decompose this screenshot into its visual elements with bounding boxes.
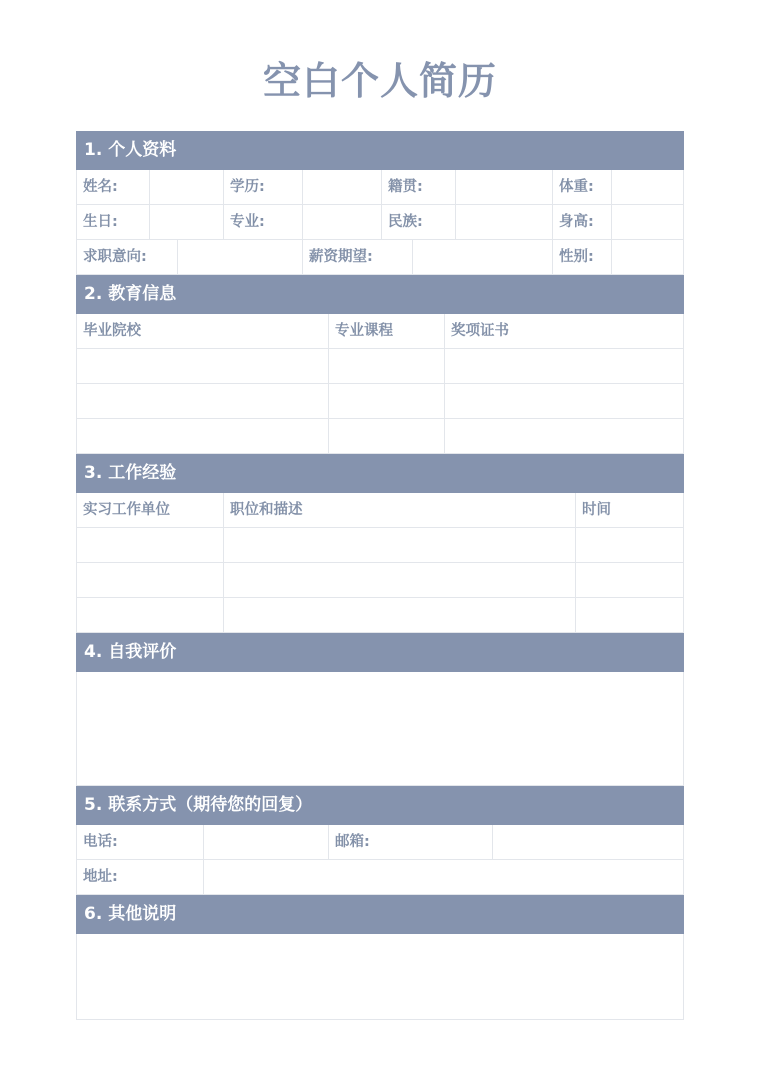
field-ethnicity[interactable] xyxy=(456,205,552,239)
divider xyxy=(444,384,445,418)
divider xyxy=(328,384,329,418)
personal-row-3 xyxy=(76,240,684,275)
label-birthday: 生日: xyxy=(83,214,118,230)
work-row[interactable] xyxy=(76,528,684,563)
section-header-contact: 5. 联系方式（期待您的回复） xyxy=(76,786,684,825)
column-courses: 专业课程 xyxy=(335,323,393,339)
label-address: 地址: xyxy=(83,869,118,885)
divider xyxy=(444,349,445,383)
work-header-row xyxy=(76,493,684,528)
personal-row-1 xyxy=(76,170,684,205)
field-height[interactable] xyxy=(612,205,684,239)
field-hometown[interactable] xyxy=(456,170,552,204)
field-salary[interactable] xyxy=(413,240,553,274)
label-height: 身高: xyxy=(559,214,594,230)
column-employer: 实习工作单位 xyxy=(83,502,170,518)
field-address[interactable] xyxy=(204,860,684,894)
label-ethnicity: 民族: xyxy=(388,214,423,230)
field-phone[interactable] xyxy=(204,825,328,859)
label-email: 邮箱: xyxy=(335,834,370,850)
field-weight[interactable] xyxy=(612,170,684,204)
divider xyxy=(444,419,445,453)
label-education: 学历: xyxy=(230,179,265,195)
divider xyxy=(223,528,224,562)
field-major[interactable] xyxy=(303,205,381,239)
divider xyxy=(223,598,224,632)
column-time: 时间 xyxy=(582,502,611,518)
field-email[interactable] xyxy=(493,825,684,859)
divider xyxy=(328,419,329,453)
education-row[interactable] xyxy=(76,419,684,454)
field-job-intention[interactable] xyxy=(178,240,302,274)
label-major: 专业: xyxy=(230,214,265,230)
page-title: 空白个人简历 xyxy=(262,59,497,103)
resume-form xyxy=(76,131,684,1020)
work-row[interactable] xyxy=(76,563,684,598)
other-notes-area[interactable] xyxy=(76,934,684,1020)
divider xyxy=(223,563,224,597)
label-hometown: 籍贯: xyxy=(388,179,423,195)
divider xyxy=(575,563,576,597)
contact-row-1 xyxy=(76,825,684,860)
column-position: 职位和描述 xyxy=(230,502,303,518)
divider xyxy=(575,598,576,632)
contact-row-2 xyxy=(76,860,684,895)
column-school: 毕业院校 xyxy=(83,323,141,339)
field-birthday[interactable] xyxy=(150,205,223,239)
education-header-row xyxy=(76,314,684,349)
column-awards: 奖项证书 xyxy=(451,323,509,339)
divider xyxy=(575,528,576,562)
section-header-self-evaluation: 4. 自我评价 xyxy=(76,633,684,672)
section-header-work: 3. 工作经验 xyxy=(76,454,684,493)
field-education[interactable] xyxy=(303,170,381,204)
label-job-intention: 求职意向: xyxy=(83,249,147,265)
divider xyxy=(328,349,329,383)
label-weight: 体重: xyxy=(559,179,594,195)
label-salary: 薪资期望: xyxy=(309,249,373,265)
label-gender: 性别: xyxy=(559,249,594,265)
label-phone: 电话: xyxy=(83,834,118,850)
section-header-education: 2. 教育信息 xyxy=(76,275,684,314)
section-header-other: 6. 其他说明 xyxy=(76,895,684,934)
section-header-personal: 1. 个人资料 xyxy=(76,131,684,170)
education-row[interactable] xyxy=(76,384,684,419)
label-name: 姓名: xyxy=(83,179,118,195)
self-evaluation-area[interactable] xyxy=(76,672,684,786)
education-row[interactable] xyxy=(76,349,684,384)
field-gender[interactable] xyxy=(612,240,684,274)
work-row[interactable] xyxy=(76,598,684,633)
personal-row-2 xyxy=(76,205,684,240)
field-name[interactable] xyxy=(150,170,223,204)
